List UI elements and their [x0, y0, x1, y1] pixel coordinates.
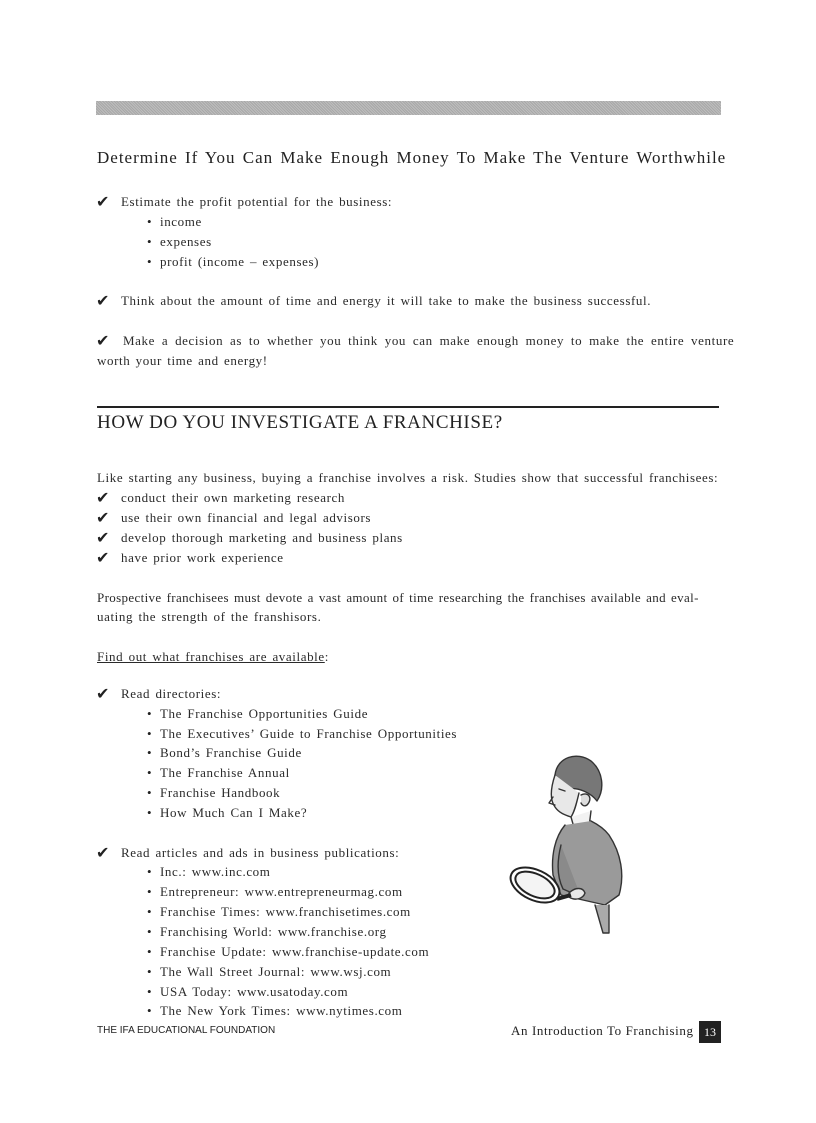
check-item: develop thorough marketing and business plans	[121, 530, 403, 545]
checkmark-icon: ✔	[96, 331, 110, 350]
bullet-icon: •	[147, 785, 152, 800]
bullet-icon: •	[147, 765, 152, 780]
bullet-icon: •	[147, 944, 152, 959]
directory-item: Bond’s Franchise Guide	[160, 745, 302, 760]
bullet-icon: •	[147, 964, 152, 979]
publication-item: The Wall Street Journal: www.wsj.com	[160, 964, 392, 979]
find-out-colon: :	[324, 649, 329, 664]
paragraph-line1: Prospective franchisees must devote a vast amount of time researching the franchises available and eval-	[97, 590, 699, 605]
bullet-icon: •	[147, 904, 152, 919]
page-number: 13	[699, 1021, 721, 1043]
checkmark-icon: ✔	[96, 291, 110, 310]
directory-item: Franchise Handbook	[160, 785, 281, 800]
bullet-icon: •	[147, 924, 152, 939]
publication-item: USA Today: www.usatoday.com	[160, 984, 349, 999]
publication-item: Inc.: www.inc.com	[160, 864, 271, 879]
bullet-icon: •	[147, 214, 152, 229]
find-out-label: Find out what franchises are available	[97, 649, 325, 664]
sub-item: profit (income – expenses)	[160, 254, 320, 269]
find-out-heading	[97, 647, 329, 667]
directory-item: The Franchise Opportunities Guide	[160, 706, 369, 721]
bullet-icon: •	[147, 1003, 152, 1018]
item-read-articles: Read articles and ads in business publications:	[121, 845, 400, 860]
publication-item: Franchising World: www.franchise.org	[160, 924, 387, 939]
check-item: conduct their own marketing research	[121, 490, 345, 505]
directory-item: How Much Can I Make?	[160, 805, 308, 820]
footer-publication-title: An Introduction To Franchising	[511, 1023, 694, 1038]
directory-item: The Executives’ Guide to Franchise Opportunities	[160, 726, 458, 741]
item-decision-line1: Make a decision as to whether you think you can make enough money to make the entire venture	[123, 333, 735, 348]
directory-item: The Franchise Annual	[160, 765, 290, 780]
item-estimate-profit: Estimate the profit potential for the business:	[121, 194, 393, 209]
item-read-directories: Read directories:	[121, 686, 222, 701]
checkmark-icon: ✔	[96, 843, 110, 862]
bullet-icon: •	[147, 726, 152, 741]
bullet-icon: •	[147, 234, 152, 249]
publication-item: Franchise Times: www.franchisetimes.com	[160, 904, 411, 919]
checkmark-icon: ✔	[96, 508, 110, 527]
bullet-icon: •	[147, 805, 152, 820]
paragraph-line2: uating the strength of the franshisors.	[97, 609, 322, 624]
bullet-icon: •	[147, 254, 152, 269]
bullet-icon: •	[147, 706, 152, 721]
bullet-icon: •	[147, 884, 152, 899]
header-bar	[96, 101, 721, 115]
footer-organization: THE IFA EDUCATIONAL FOUNDATION	[97, 1025, 276, 1036]
bullet-icon: •	[147, 864, 152, 879]
bullet-icon: •	[147, 745, 152, 760]
checkmark-icon: ✔	[96, 528, 110, 547]
section-heading-investigate: HOW DO YOU INVESTIGATE A FRANCHISE?	[97, 412, 503, 433]
check-item: use their own financial and legal advisors	[121, 510, 372, 525]
sub-item: expenses	[160, 234, 212, 249]
publication-item: Franchise Update: www.franchise-update.com	[160, 944, 430, 959]
item-time-energy: Think about the amount of time and energy it will take to make the business successful.	[121, 293, 652, 308]
checkmark-icon: ✔	[96, 548, 110, 567]
section-heading-money: Determine If You Can Make Enough Money To Make The Venture Worthwhile	[97, 148, 727, 167]
bullet-icon: •	[147, 984, 152, 999]
publication-item: The New York Times: www.nytimes.com	[160, 1003, 403, 1018]
publication-item: Entrepreneur: www.entrepreneurmag.com	[160, 884, 403, 899]
checkmark-icon: ✔	[96, 488, 110, 507]
intro-text: Like starting any business, buying a franchise involves a risk. Studies show that successful franchisees:	[97, 470, 719, 485]
sub-item: income	[160, 214, 202, 229]
checkmark-icon: ✔	[96, 684, 110, 703]
man-with-magnifying-glass-illustration	[505, 745, 630, 940]
item-decision-line2: worth your time and energy!	[97, 353, 268, 368]
checkmark-icon: ✔	[96, 192, 110, 211]
check-item: have prior work experience	[121, 550, 284, 565]
section-divider	[97, 406, 719, 408]
